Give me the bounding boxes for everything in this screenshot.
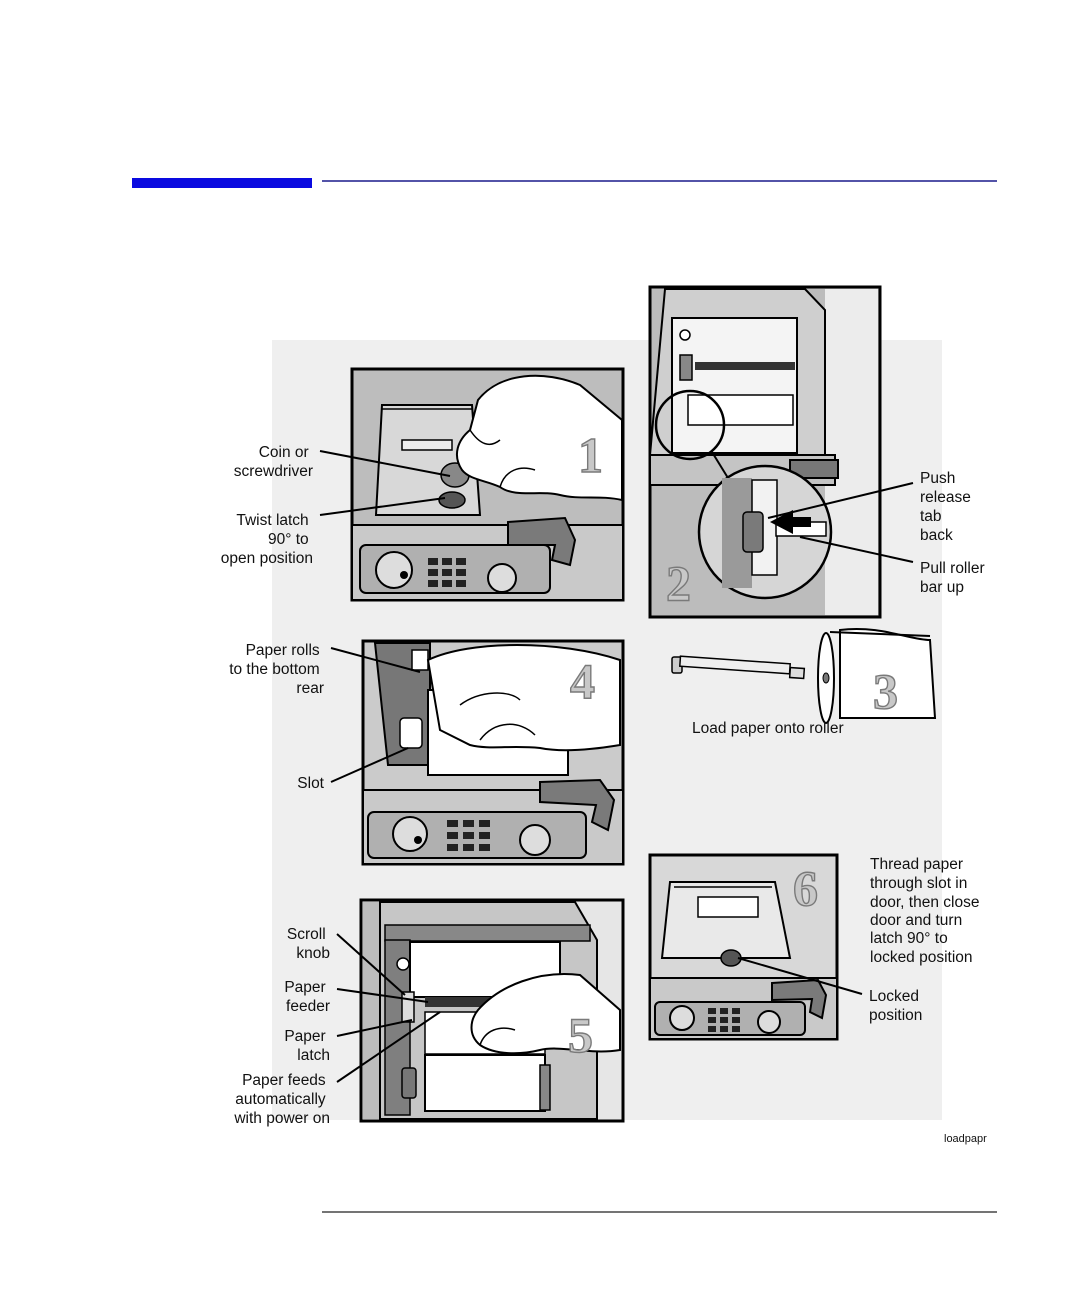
label-twist-line-3: open position <box>220 550 313 567</box>
label-twist-line-2: 90° to <box>268 531 309 548</box>
label-feeds-line-1: Paper feeds <box>242 1072 326 1089</box>
label-coin-line-1: Coin or <box>258 444 309 461</box>
label-scroll-line-2: knob <box>296 945 330 962</box>
label-thread-line-5: latch 90° to <box>870 930 948 947</box>
label-coin-line-2: screwdriver <box>233 463 313 480</box>
label-locked-line-2: position <box>869 1007 923 1024</box>
svg-text:Twist latch 90° to ope <box>221 512 313 567</box>
label-twist-line-1: Twist latch <box>236 512 309 529</box>
label-push-line-1: Push <box>920 470 956 487</box>
label-scroll-line-1: Scroll <box>286 926 326 943</box>
label-latch-line-1: Paper <box>284 1028 326 1045</box>
label-feeds-line-3: with power on <box>234 1110 330 1127</box>
header-accent-bar <box>132 178 312 188</box>
label-load-paper: Load paper onto roller <box>692 720 844 737</box>
label-locked-line-1: Locked <box>869 988 919 1005</box>
figure-filename-tag: loadpapr <box>944 1133 987 1145</box>
label-thread-line-3: door, then close <box>870 894 980 911</box>
label-thread-line-6: locked position <box>870 949 973 966</box>
label-push-line-3: tab <box>920 508 942 525</box>
svg-text:Paper feeds automatically <box>233 1072 330 1127</box>
step-1-number: 1 <box>578 427 603 483</box>
label-latch-line-2: latch <box>297 1047 330 1064</box>
label-rolls-line-2: to the bottom <box>229 661 320 678</box>
label-feeder-line-2: feeder <box>286 998 330 1015</box>
label-rolls-line-1: Paper rolls <box>245 642 320 659</box>
step-2-number: 2 <box>666 555 691 611</box>
label-thread-line-1: Thread paper <box>870 856 964 873</box>
label-thread-line-2: through slot in <box>870 875 968 892</box>
label-thread-line-4: door and turn <box>870 912 963 929</box>
step-6-number: 6 <box>793 860 818 916</box>
label-feeds-line-2: automatically <box>235 1091 326 1108</box>
label-pull-line-1: Pull roller <box>920 560 985 577</box>
step-4-number: 4 <box>570 653 595 709</box>
step-1-panel <box>352 369 623 600</box>
step-3-number: 3 <box>873 663 898 719</box>
label-feeder-line-1: Paper <box>284 979 326 996</box>
step-5-number: 5 <box>568 1007 593 1063</box>
label-push-line-2: release <box>920 489 971 506</box>
label-rolls-line-3: rear <box>296 680 324 697</box>
label-pull-line-2: bar up <box>920 579 964 596</box>
label-push-line-4: back <box>920 527 953 544</box>
label-slot: Slot <box>297 775 324 792</box>
